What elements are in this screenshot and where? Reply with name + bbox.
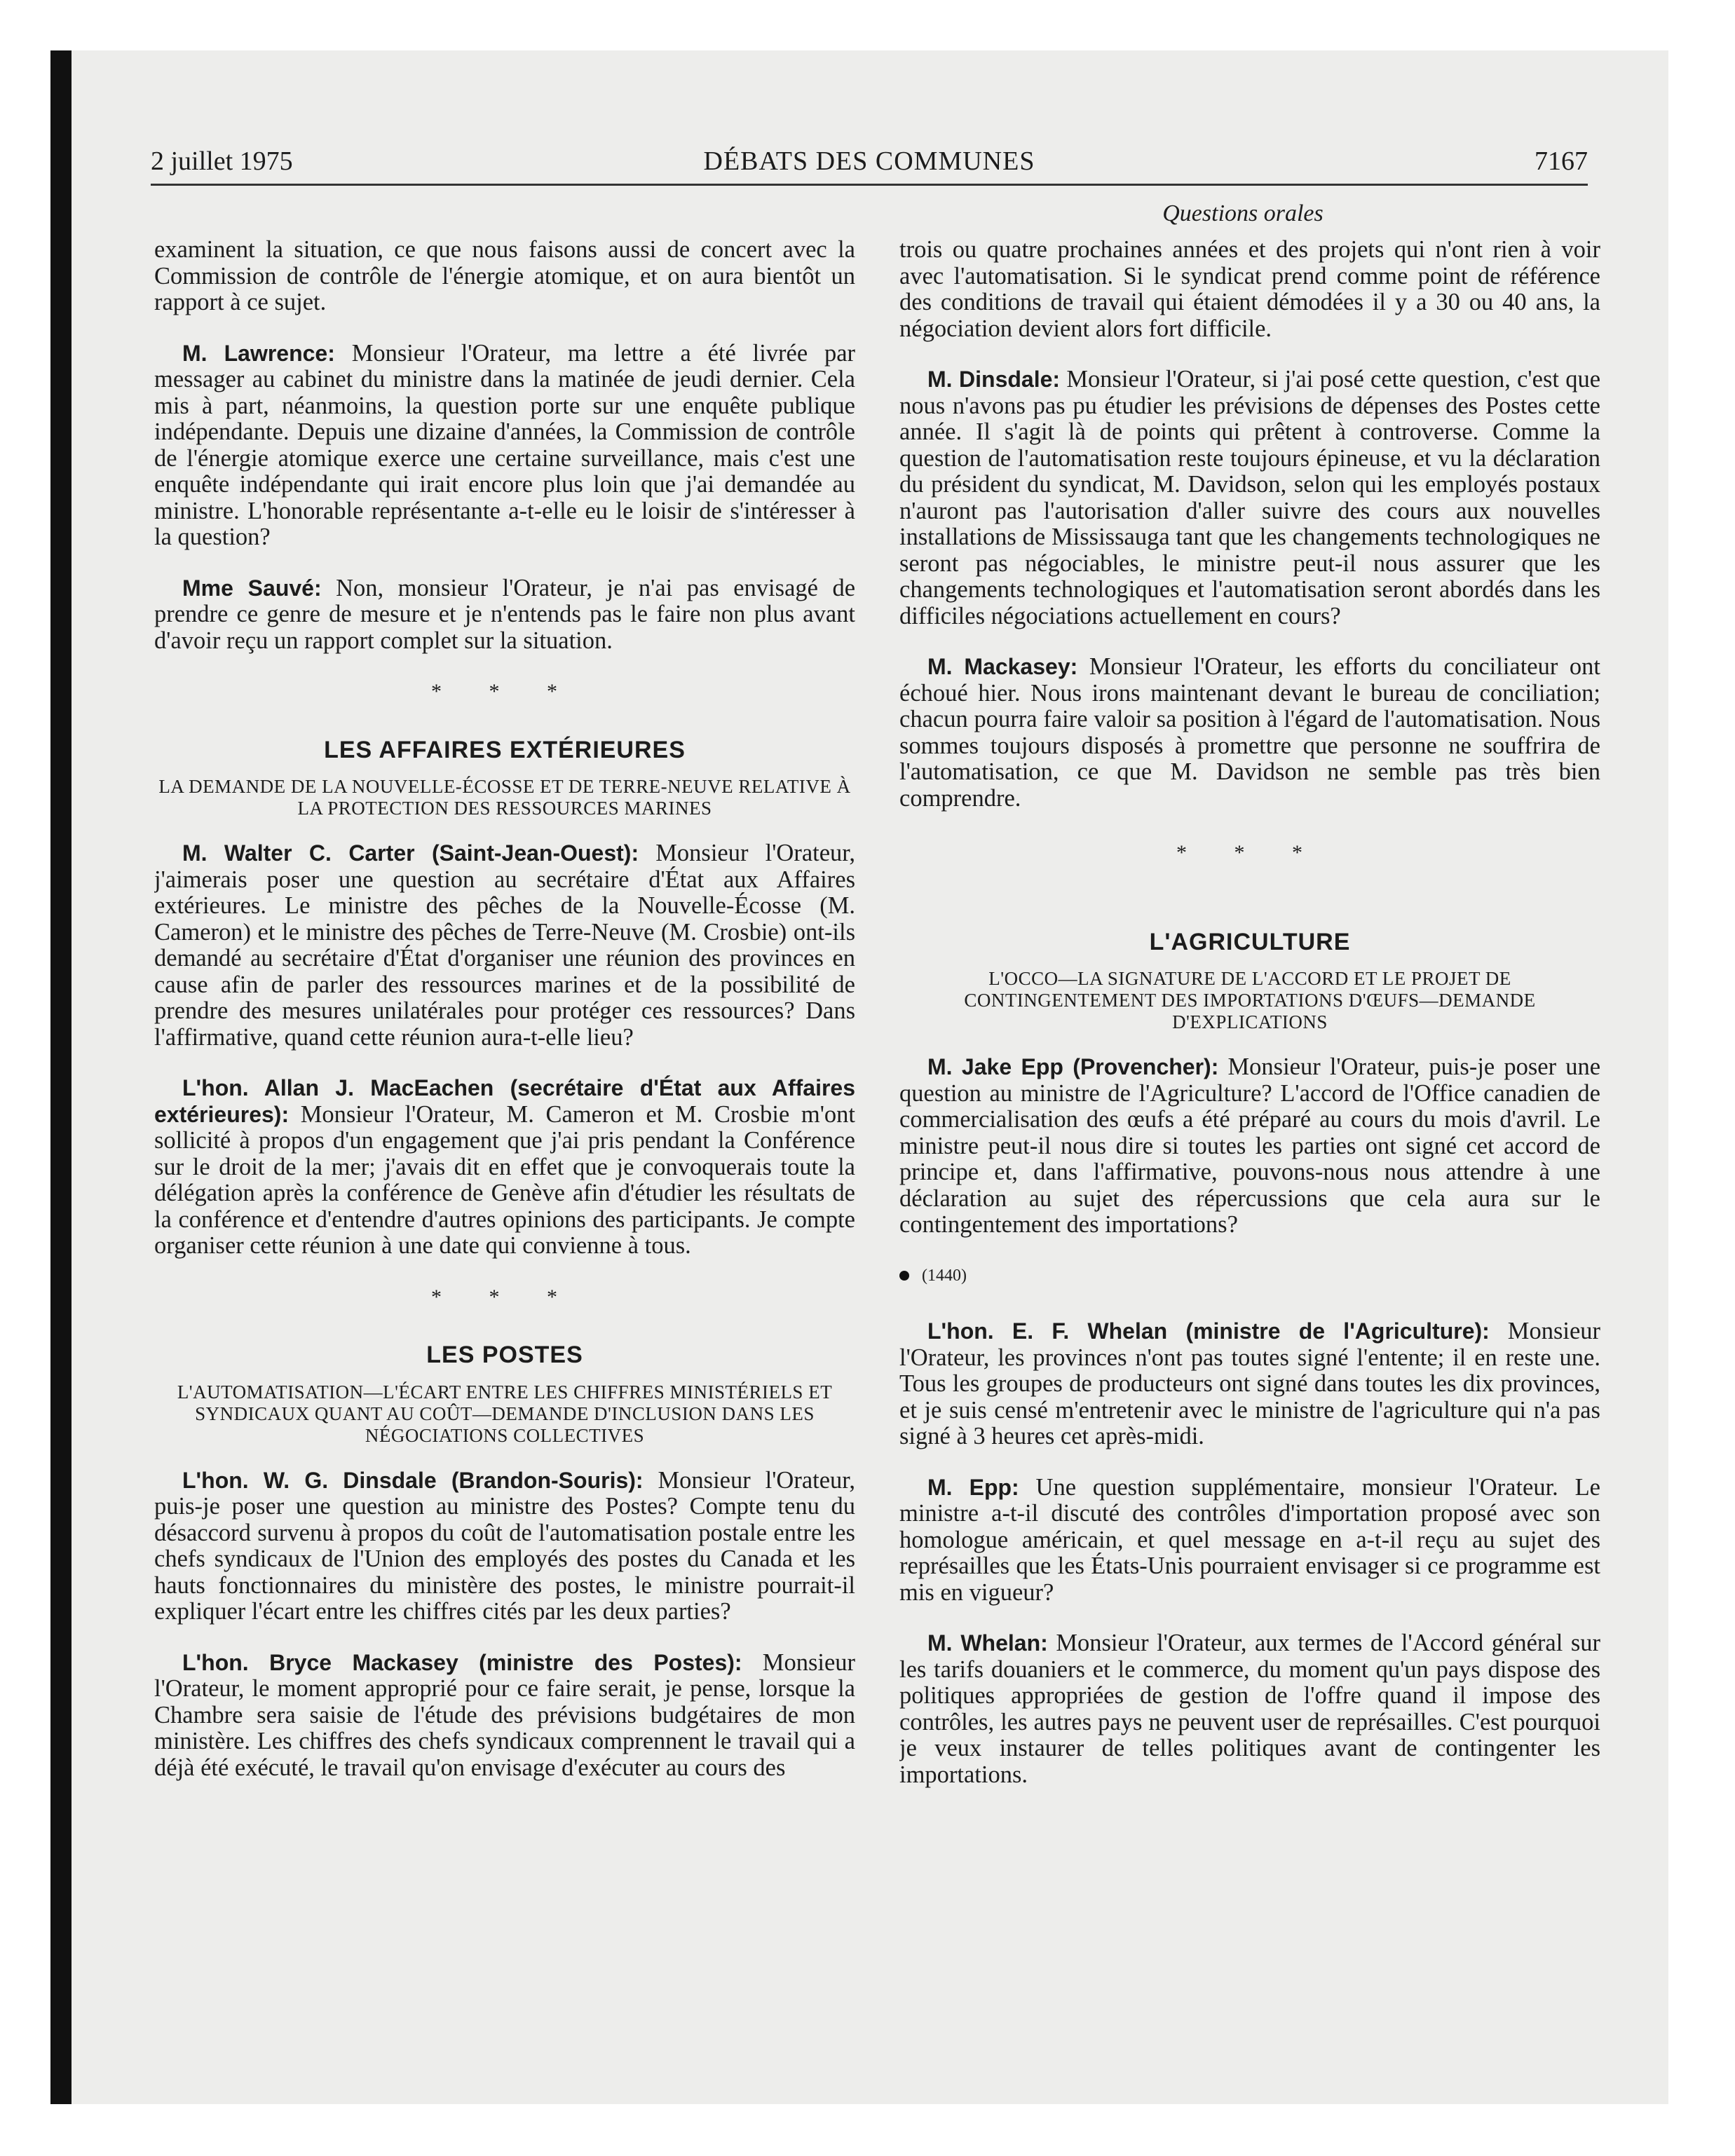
paragraph: trois ou quatre prochaines années et des projets qui n'ont rien à voir avec l'automatisation. Si le syndicat prend comme point de référence des conditions de travail qui étaient démodées il y a 30 ou 40 ans, la négociation devient alors fort difficile. (899, 237, 1600, 342)
paragraph (899, 367, 1600, 629)
speech-text: Monsieur l'Orateur, les provinces n'ont pas toutes signé l'entente; il en reste une. Tous les groupes de producteurs ont signé dans toutes les dix provinces, et je suis censé m'entretenir avec le ministre de l'agriculture qui n'a pas signé à 3 heures cet après-midi. (899, 1318, 1600, 1449)
paragraph: examinent la situation, ce que nous faisons aussi de concert avec la Commission de contrôle de l'énergie atomique, et on aura bientôt un rapport à ce sujet. (154, 237, 855, 315)
speaker-name: M. Epp: (927, 1474, 1019, 1500)
speech-text: Monsieur l'Orateur, M. Cameron et M. Crosbie m'ont sollicité à propos d'un engagement que j'ai pris pendant la Conférence sur le droit de la mer; j'avais dit en effet que je convoquerais toute la délégation après la conférence de Genève afin d'étudier les résultats de la conférence et d'entendre d'autres opinions des participants. Je compte organiser cette réunion à une date qui convienne à tous. (154, 1100, 855, 1259)
section-title: LES POSTES (426, 1342, 583, 1368)
speaker-name: M. Whelan: (927, 1630, 1048, 1656)
header-title: DÉBATS DES COMMUNES (703, 146, 1035, 176)
paragraph (154, 341, 855, 551)
paragraph (154, 1468, 855, 1625)
paragraph (154, 1075, 855, 1260)
left-column (154, 237, 855, 2087)
speaker-name: M. Mackasey: (927, 654, 1078, 679)
time-marker (899, 1263, 1600, 1290)
section-separator: * * * (431, 680, 578, 703)
paragraph (899, 1318, 1600, 1450)
paragraph (154, 1650, 855, 1782)
speaker-name: L'hon. E. F. Whelan (ministre de l'Agriculture): (927, 1318, 1490, 1344)
section-title: LES AFFAIRES EXTÉRIEURES (324, 736, 686, 763)
speech-text: Monsieur l'Orateur, puis-je poser une question au ministre des Postes? Compte tenu du désaccord survenu à propos du coût de l'automatisation postale entre les chefs syndicaux de l'Union des employés des postes du Canada et les hauts fonctionnaires du ministère des postes, le ministre pourrait-il expliquer l'écart entre les chiffres cités par les deux parties? (154, 1466, 855, 1625)
speaker-name: M. Jake Epp (Provencher): (927, 1054, 1219, 1079)
right-column (899, 237, 1600, 2087)
speech-text: Monsieur l'Orateur, aux termes de l'Accord général sur les tarifs douaniers et le commerce, du moment qu'un pays dispose des politiques appropriées de gestion de l'offre quand il impose des contrôles, les autres pays ne peuvent user de représailles. C'est pourquoi je veux instaurer de telles politiques avant de contingenter les importations. (899, 1630, 1600, 1788)
speech-text: Monsieur l'Orateur, puis-je poser une question au ministre de l'Agriculture? L'accord de l'Office canadien de commercialisation des œufs a été préparé au cours du mois d'avril. Le ministre peut-il nous dire si toutes les parties ont signé cet accord de principe et, dans l'affirmative, pouvons-nous nous attendre à une déclaration au sujet des répercussions que cela aura sur le contingentement des importations? (899, 1053, 1600, 1238)
speech-text: Monsieur l'Orateur, si j'ai posé cette question, c'est que nous n'avons pas pu étudier les prévisions de dépenses des Postes cette année. Il s'agit là de points qui prêtent à controverse. Comme la question de l'automatisation reste toujours épineuse, et vu la déclaration du président du syndicat, M. Davidson, selon qui les employés postaux n'auront pas l'autorisation d'aller suivre des cours aux nouvelles installations de Mississauga tant que les changements technologiques ne seront pas négociables, le ministre peut-il nous assurer que les changements technologiques et l'automatisation seront abordés dans les difficiles négociations actuellement en cours? (899, 366, 1600, 629)
paragraph (899, 654, 1600, 812)
page-header (151, 140, 1588, 186)
section-separator: * * * (1176, 841, 1324, 864)
scan-border (50, 50, 72, 2104)
bullet-icon (899, 1271, 909, 1281)
section-separator: * * * (431, 1285, 578, 1309)
speaker-name: M. Dinsdale: (927, 367, 1061, 392)
speech-text: Monsieur l'Orateur, ma lettre a été livrée par messager au cabinet du ministre dans la matinée de jeudi dernier. Cela mis à part, néanmoins, la question porte sur une enquête publique indépendante. Depuis une dizaine d'années, la Commission de contrôle de l'énergie atomique exerce une certaine surveillance, mais c'est une enquête indépendante qui irait encore plus loin que j'ai demandée au ministre. L'honorable représentante a-t-elle eu le loisir de s'intéresser à la question? (154, 339, 855, 550)
section-title: L'AGRICULTURE (1149, 928, 1351, 955)
header-page-number: 7167 (1535, 146, 1588, 176)
paragraph (899, 1630, 1600, 1788)
header-date: 2 juillet 1975 (151, 146, 293, 176)
time-marker-text: (1440) (922, 1266, 967, 1285)
speaker-name: L'hon. Bryce Mackasey (ministre des Postes): (182, 1649, 742, 1675)
speaker-name: L'hon. W. G. Dinsdale (Brandon-Souris): (182, 1467, 644, 1493)
paragraph (154, 840, 855, 1051)
speaker-name: M. Walter C. Carter (Saint-Jean-Ouest): (182, 840, 639, 866)
paragraph (154, 575, 855, 655)
speech-text: Monsieur l'Orateur, le moment approprié pour ce faire serait, je pense, lorsque la Chambre sera saisie de l'étude des prévisions budgétaires de mon ministère. Les chiffres des chefs syndicaux comprennent le travail qui a déjà été exécuté, le travail qu'on envisage d'exécuter au cours des (154, 1649, 855, 1781)
paragraph (899, 1054, 1600, 1239)
section-subtitle: L'AUTOMATISATION—L'ÉCART ENTRE LES CHIFFRES MINISTÉRIELS ET SYNDICAUX QUANT AU COÛT—DEMANDE D'INCLUSION DANS LES NÉGOCIATIONS COLLECTIVES (177, 1381, 833, 1446)
speaker-name: Mme Sauvé: (182, 575, 322, 601)
running-head: Questions orales (1162, 200, 1324, 226)
speech-text: Monsieur l'Orateur, les efforts du conciliateur ont échoué hier. Nous irons maintenant devant le bureau de conciliation; chacun pourra faire valoir sa position à l'égard de l'automatisation. Nous sommes toujours disposés à promettre que personne ne souffrira de l'automatisation, ce que M. Davidson ne semble pas très bien comprendre. (899, 653, 1600, 812)
speech-text: Une question supplémentaire, monsieur l'Orateur. Le ministre a-t-il discuté des contrôles d'importation proposé avec son homologue américain, et quel message en a-t-il reçu au sujet des représailles que les États-Unis pourraient envisager si ce programme est mis en vigueur? (899, 1473, 1600, 1606)
paragraph (899, 1475, 1600, 1606)
section-subtitle: L'OCCO—LA SIGNATURE DE L'ACCORD ET LE PROJET DE CONTINGENTEMENT DES IMPORTATIONS D'ŒUFS—DEMANDE D'EXPLICATIONS (964, 968, 1536, 1032)
speech-text: Non, monsieur l'Orateur, je n'ai pas envisagé de prendre ce genre de mesure et je n'entends pas le faire non plus avant d'avoir reçu un rapport complet sur la situation. (154, 574, 855, 654)
speaker-name: L'hon. Allan J. MacEachen (secrétaire d'État aux Affaires extérieures): (154, 1075, 855, 1127)
speaker-name: M. Lawrence: (182, 340, 335, 366)
speech-text: Monsieur l'Orateur, j'aimerais poser une question au secrétaire d'État aux Affaires extérieures. Le ministre des pêches de la Nouvelle-Écosse (M. Cameron) et le ministre des pêches de Terre-Neuve (M. Crosbie) ont-ils demandé au secrétaire d'État d'organiser une réunion des provinces en cause afin de parler des ressources marines et de la possibilité de prendre des mesures unilatérales pour protéger ces ressources? Dans l'affirmative, quand cette réunion aura-t-elle lieu? (154, 840, 855, 1051)
section-subtitle: LA DEMANDE DE LA NOUVELLE-ÉCOSSE ET DE TERRE-NEUVE RELATIVE À LA PROTECTION DES RESSOURCES MARINES (158, 776, 851, 819)
